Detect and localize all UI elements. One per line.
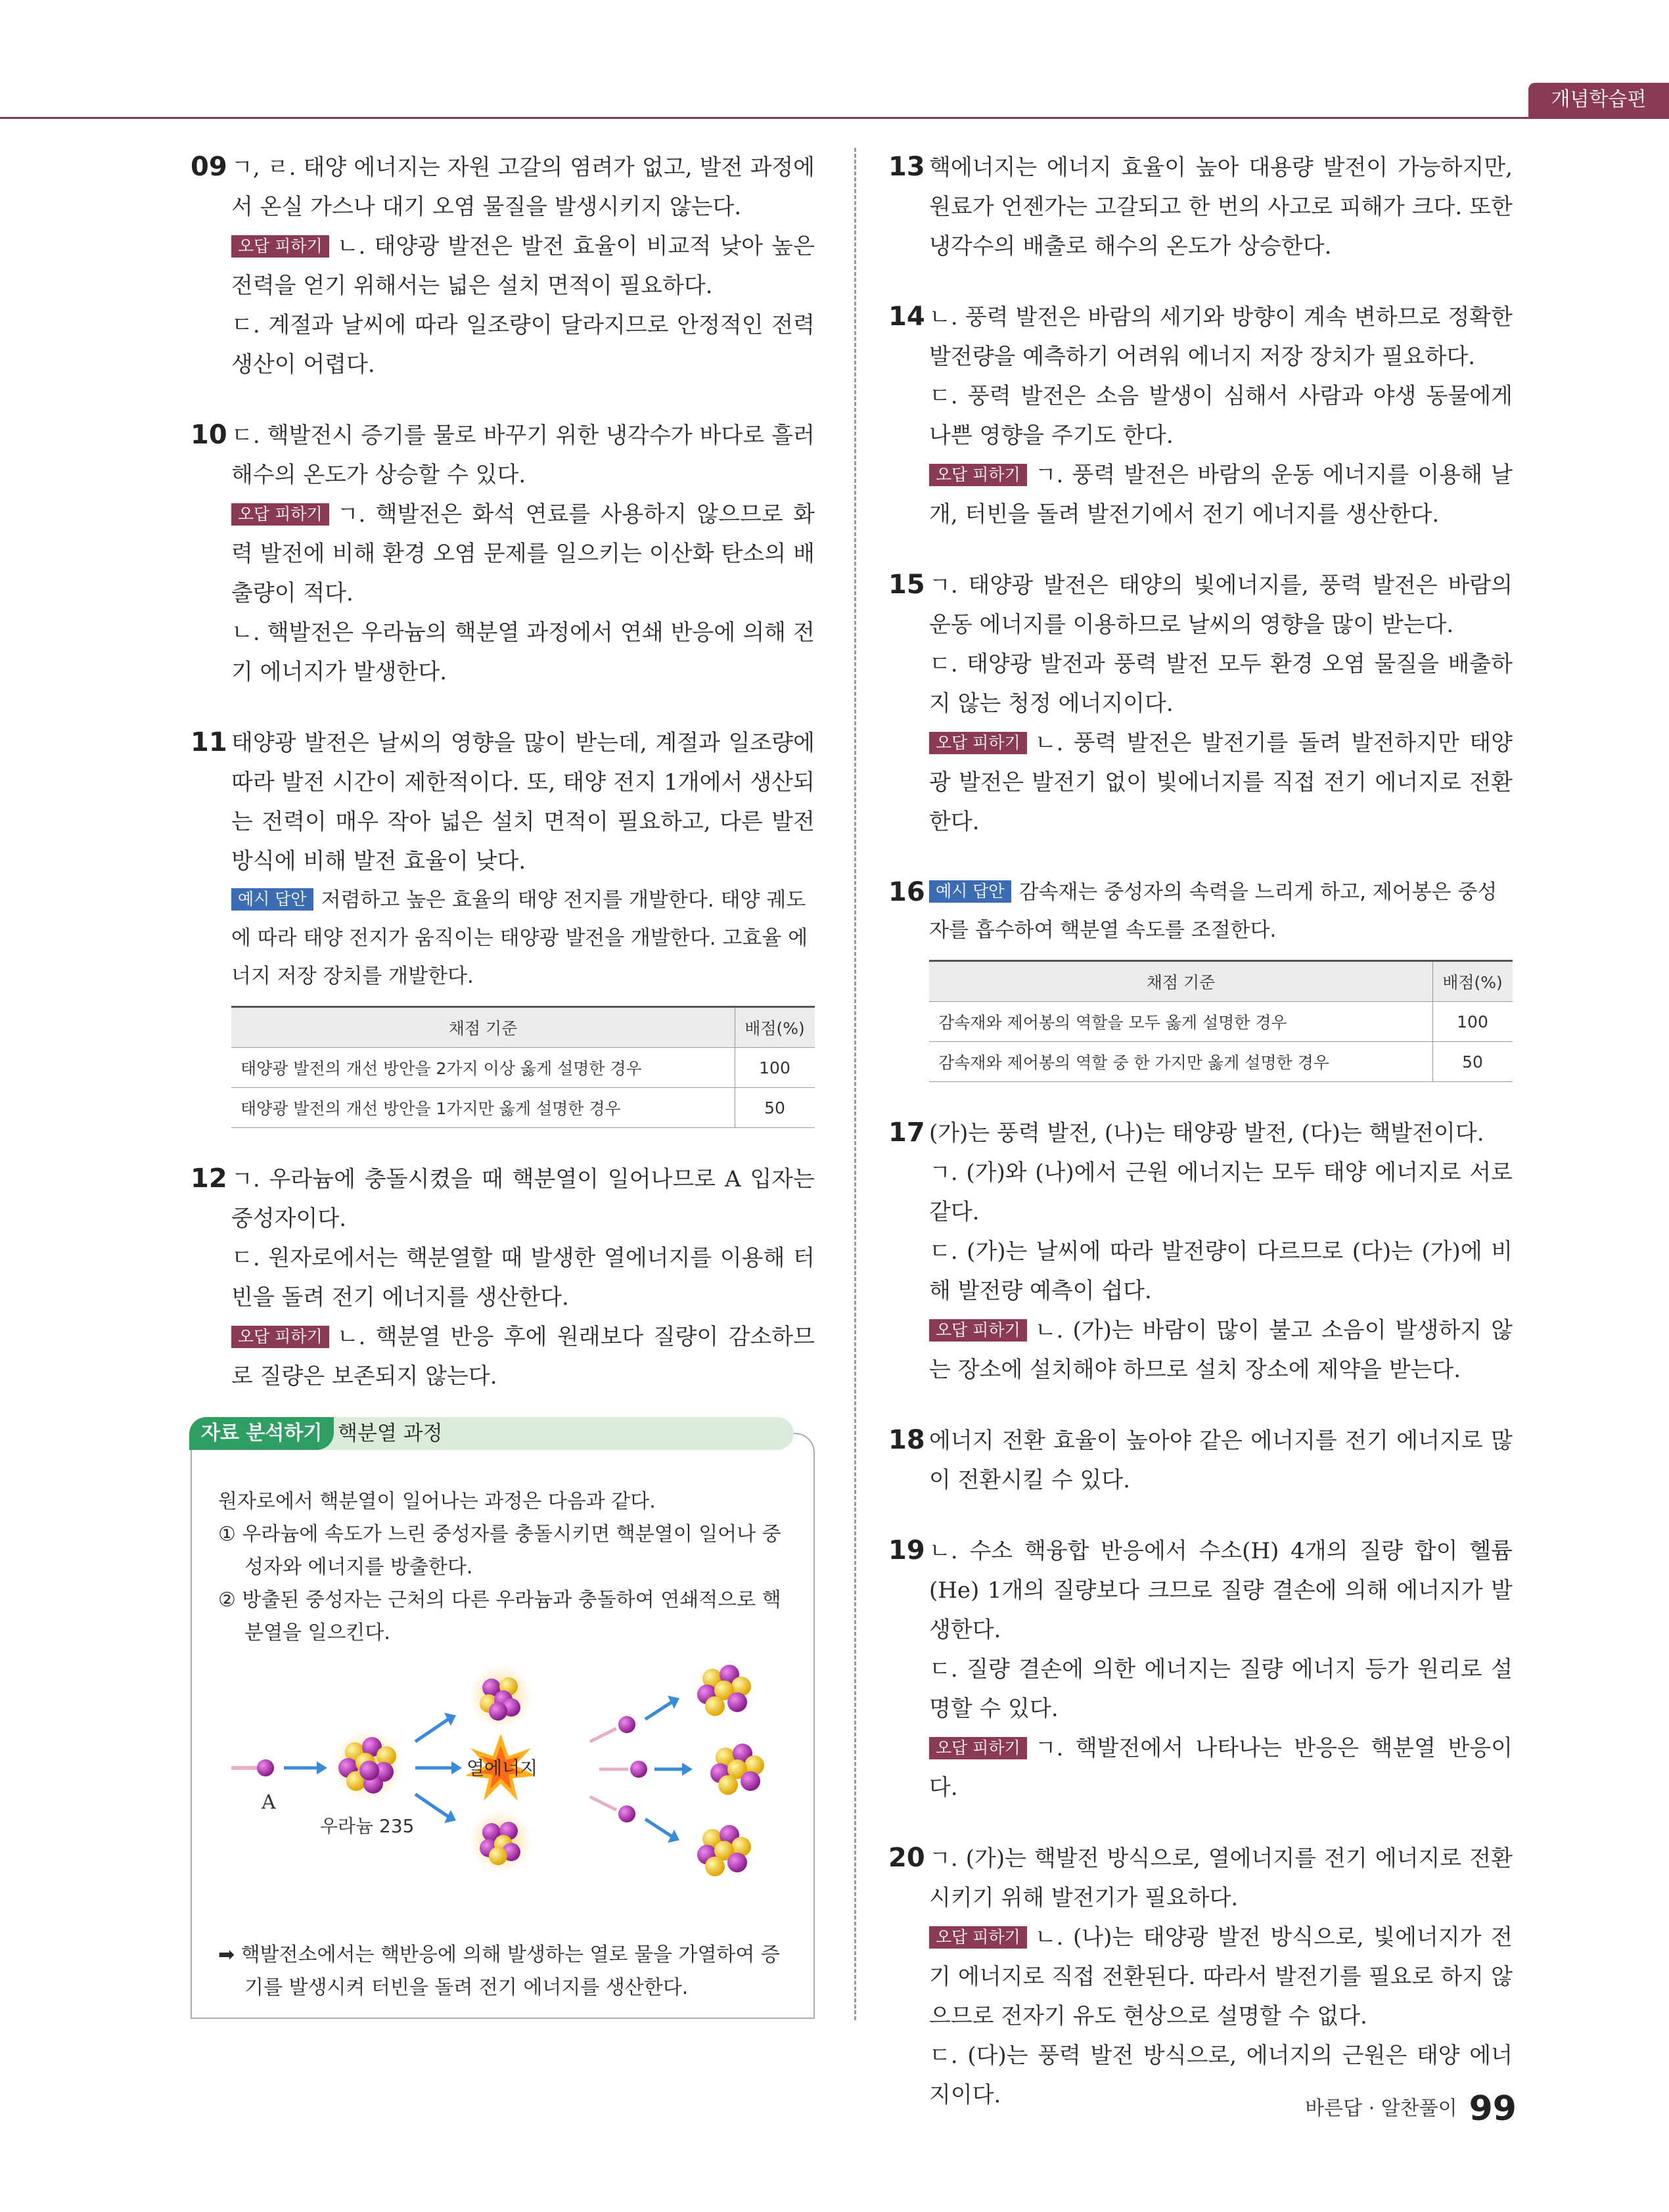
edition-tab: 개념학습편 xyxy=(1528,83,1669,117)
column-divider xyxy=(854,148,856,2020)
avoid-wrong-line xyxy=(231,227,815,305)
criteria-header: 채점 기준 xyxy=(929,961,1433,1002)
answer-line: ㄴ. 수소 핵융합 반응에서 수소(H) 4개의 질량 합이 헬륨(He) 1개의 질량보다 크므로 질량 결손에 의해 에너지가 발생한다. xyxy=(929,1538,1513,1643)
scoring-table xyxy=(929,960,1513,1082)
left-column xyxy=(191,148,815,2019)
example-answer-tag: 예시 답안 xyxy=(929,880,1011,903)
answer-line: ㄷ. (다)는 풍력 발전 방식으로, 에너지의 근원은 태양 에너지이다. xyxy=(929,2043,1513,2108)
page-number: 99 xyxy=(1469,2089,1517,2129)
neutron-label: A xyxy=(262,1791,276,1814)
question-17 xyxy=(888,1114,1513,1389)
analysis-step-1: ① 우라늄에 속도가 느린 중성자를 충돌시키면 핵분열이 일어나 중성자와 에너지를 방출한다. xyxy=(218,1523,781,1579)
answer-text: ㄱ. 풍력 발전은 바람의 운동 에너지를 이용해 날개, 터빈을 돌려 발전기에서 전기 에너지를 생산한다. xyxy=(929,462,1513,528)
question-number: 09 xyxy=(191,152,227,182)
table-header-row xyxy=(929,961,1513,1002)
points-header: 배점(%) xyxy=(1433,961,1513,1002)
table-header-row xyxy=(231,1007,815,1048)
question-number: 15 xyxy=(888,570,925,600)
released-neutron xyxy=(618,1805,635,1822)
answer-line: 핵에너지는 에너지 효율이 높아 대용량 발전이 가능하지만, 원료가 언젠가는 고갈되고 한 번의 사고로 피해가 크다. 또한 냉각수의 배출로 해수의 온도가 상승한다. xyxy=(929,154,1513,260)
example-answer-text: 저렴하고 높은 효율의 태양 전지를 개발한다. 태양 궤도에 따라 태양 전지가 움직이는 태양광 발전을 개발한다. 고효율 에너지 저장 장치를 개발한다. xyxy=(231,888,808,988)
points-cell: 100 xyxy=(735,1048,815,1088)
question-number: 17 xyxy=(888,1117,925,1148)
question-19 xyxy=(888,1531,1513,1807)
table-row xyxy=(929,1042,1513,1082)
fission-diagram-svg xyxy=(218,1656,796,1939)
criteria-cell: 태양광 발전의 개선 방안을 2가지 이상 옳게 설명한 경우 xyxy=(231,1048,735,1088)
neutron-a xyxy=(257,1759,274,1776)
analysis-title: 핵분열 과정 xyxy=(338,1422,443,1445)
avoid-wrong-line xyxy=(929,1918,1513,2036)
uranium-label: 우라늄 235 xyxy=(320,1815,415,1837)
criteria-cell: 태양광 발전의 개선 방안을 1가지만 옳게 설명한 경우 xyxy=(231,1088,735,1128)
avoid-wrong-tag: 오답 피하기 xyxy=(929,1737,1027,1759)
question-number: 12 xyxy=(191,1163,227,1194)
answer-text: ㄱ. 핵발전은 화석 연료를 사용하지 않으므로 화력 발전에 비해 환경 오염 문제를 일으키는 이산화 탄소의 배출량이 적다. xyxy=(231,501,815,606)
answer-line: ㄷ. 질량 결손에 의한 에너지는 질량 에너지 등가 원리로 설명할 수 있다. xyxy=(929,1656,1513,1722)
criteria-cell: 감속재와 제어봉의 역할을 모두 옳게 설명한 경우 xyxy=(929,1002,1433,1042)
avoid-wrong-tag: 오답 피하기 xyxy=(231,503,329,526)
fission-fragment xyxy=(469,1810,532,1873)
avoid-wrong-tag: 오답 피하기 xyxy=(231,235,329,258)
uranium-nucleus xyxy=(697,1825,751,1876)
points-cell: 50 xyxy=(735,1088,815,1128)
question-16 xyxy=(888,873,1513,1082)
analysis-step-2: ② 방출된 중성자는 근처의 다른 우라늄과 충돌하여 연쇄적으로 핵분열을 일으킨다. xyxy=(218,1589,781,1644)
avoid-wrong-tag: 오답 피하기 xyxy=(231,1326,329,1348)
points-cell: 50 xyxy=(1433,1042,1513,1082)
page-footer xyxy=(1305,2089,1517,2129)
question-18 xyxy=(888,1421,1513,1500)
arrow-icon xyxy=(317,1761,327,1774)
example-answer xyxy=(929,873,1513,949)
answer-line: ㄷ. 태양광 발전과 풍력 발전 모두 환경 오염 물질을 배출하지 않는 청정 에너지이다. xyxy=(929,651,1513,717)
question-number: 16 xyxy=(888,877,925,907)
answer-text: ㄴ. (가)는 바람이 많이 불고 소음이 발생하지 않는 장소에 설치해야 하므로 설치 장소에 제약을 받는다. xyxy=(929,1317,1513,1383)
question-14 xyxy=(888,298,1513,534)
answer-text: ㄴ. 태양광 발전은 발전 효율이 비교적 낮아 높은 전력을 얻기 위해서는 넓은 설치 면적이 필요하다. xyxy=(231,233,815,299)
question-number: 13 xyxy=(888,152,925,182)
avoid-wrong-tag: 오답 피하기 xyxy=(929,464,1027,486)
answer-line: ㄱ. (가)와 (나)에서 근원 에너지는 모두 태양 에너지로 서로 같다. xyxy=(929,1160,1513,1225)
answer-line: 태양광 발전은 날씨의 영향을 많이 받는데, 계절과 일조량에 따라 발전 시간이 제한적이다. 또, 태양 전지 1개에서 생산되는 전력이 매우 작아 넓은 설치 면적이 필요하고, 다른 발전 방식에 비해 발전 효율이 낮다. xyxy=(231,730,815,874)
criteria-header: 채점 기준 xyxy=(231,1007,735,1048)
question-number: 11 xyxy=(191,727,227,757)
analysis-header xyxy=(189,1417,794,1450)
released-neutron xyxy=(618,1716,635,1733)
avoid-wrong-tag: 오답 피하기 xyxy=(929,732,1027,754)
question-number: 14 xyxy=(888,302,925,332)
criteria-cell: 감속재와 제어봉의 역할 중 한 가지만 옳게 설명한 경우 xyxy=(929,1042,1433,1082)
question-number: 10 xyxy=(191,420,227,450)
question-number: 18 xyxy=(888,1425,925,1455)
answer-text: ㄴ. 풍력 발전은 발전기를 돌려 발전하지만 태양광 발전은 발전기 없이 빛에너지를 직접 전기 에너지로 전환한다. xyxy=(929,730,1513,835)
avoid-wrong-line xyxy=(929,723,1513,842)
analysis-intro: 원자로에서 핵분열이 일어나는 과정은 다음과 같다. xyxy=(218,1490,656,1513)
avoid-wrong-line xyxy=(929,1728,1513,1807)
answer-line: ㄷ. 계절과 날씨에 따라 일조량이 달라지므로 안정적인 전력 생산이 어렵다. xyxy=(231,312,815,378)
answer-line: ㄴ. 핵발전은 우라늄의 핵분열 과정에서 연쇄 반응에 의해 전기 에너지가 발생한다. xyxy=(231,620,815,685)
arrow-icon xyxy=(682,1763,693,1776)
question-13 xyxy=(888,148,1513,266)
right-column xyxy=(888,148,1513,2146)
fission-fragment xyxy=(469,1665,532,1728)
avoid-wrong-tag: 오답 피하기 xyxy=(929,1926,1027,1949)
data-analysis-box xyxy=(191,1422,815,2019)
scoring-table xyxy=(231,1006,815,1128)
question-number: 20 xyxy=(888,1843,925,1873)
question-number: 19 xyxy=(888,1535,925,1566)
fission-diagram xyxy=(218,1656,794,1939)
answer-line: ㄷ. (가)는 날씨에 따라 발전량이 다르므로 (다)는 (가)에 비해 발전량 예측이 쉽다. xyxy=(929,1238,1513,1304)
answer-line: ㄷ. 원자로에서는 핵분열할 때 발생한 열에너지를 이용해 터빈을 돌려 전기 에너지를 생산한다. xyxy=(231,1245,815,1311)
example-answer xyxy=(231,881,815,995)
answer-text: ㄱ. 핵발전에서 나타나는 반응은 핵분열 반응이다. xyxy=(929,1735,1513,1801)
answer-line: ㄴ. 풍력 발전은 바람의 세기와 방향이 계속 변하므로 정확한 발전량을 예측하기 어려워 에너지 저장 장치가 필요하다. xyxy=(929,304,1513,370)
points-header: 배점(%) xyxy=(735,1007,815,1048)
avoid-wrong-line xyxy=(231,1317,815,1396)
uranium-nucleus xyxy=(697,1665,751,1716)
table-row xyxy=(231,1048,815,1088)
released-neutron xyxy=(630,1761,647,1778)
table-row xyxy=(929,1002,1513,1042)
question-20 xyxy=(888,1839,1513,2115)
avoid-wrong-line xyxy=(929,1311,1513,1389)
footer-book-title: 바른답 · 알찬풀이 xyxy=(1305,2097,1457,2120)
answer-line: ㄱ. 우라늄에 충돌시켰을 때 핵분열이 일어나므로 A 입자는 중성자이다. xyxy=(231,1166,815,1232)
uranium-nucleus xyxy=(332,1730,403,1801)
question-15 xyxy=(888,566,1513,842)
answer-line: ㄷ. 핵발전시 증기를 물로 바꾸기 위한 냉각수가 바다로 흘러 해수의 온도가 상승할 수 있다. xyxy=(231,422,815,488)
example-answer-text: 감속재는 중성자의 속력을 느리게 하고, 제어봉은 중성자를 흡수하여 핵분열 속도를 조절한다. xyxy=(929,880,1498,942)
answer-line: ㄷ. 풍력 발전은 소음 발생이 심해서 사람과 야생 동물에게 나쁜 영향을 주기도 한다. xyxy=(929,383,1513,449)
arrow-icon xyxy=(451,1761,462,1774)
table-row xyxy=(231,1088,815,1128)
answer-text: ㄴ. 핵분열 반응 후에 원래보다 질량이 감소하므로 질량은 보존되지 않는다. xyxy=(231,1324,815,1389)
analysis-conclusion: ➡ 핵발전소에서는 핵반응에 의해 발생하는 열로 물을 가열하여 증기를 발생시켜 터빈을 돌려 전기 에너지를 생산한다. xyxy=(218,1943,780,1999)
question-10 xyxy=(191,416,815,692)
answer-line: (가)는 풍력 발전, (나)는 태양광 발전, (다)는 핵발전이다. xyxy=(929,1120,1484,1146)
answer-line: ㄱ, ㄹ. 태양 에너지는 자원 고갈의 염려가 없고, 발전 과정에서 온실 가스나 대기 오염 물질을 발생시키지 않는다. xyxy=(231,154,815,220)
header-rule xyxy=(0,117,1669,119)
avoid-wrong-line xyxy=(231,495,815,613)
heat-energy-label: 열에너지 xyxy=(467,1757,538,1779)
avoid-wrong-tag: 오답 피하기 xyxy=(929,1319,1027,1342)
question-11 xyxy=(191,723,815,1128)
answer-line: ㄱ. (가)는 핵발전 방식으로, 열에너지를 전기 에너지로 전환시키기 위해 발전기가 필요하다. xyxy=(929,1845,1513,1911)
question-09 xyxy=(191,148,815,384)
analysis-label: 자료 분석하기 xyxy=(189,1417,334,1450)
uranium-nucleus xyxy=(710,1744,764,1795)
avoid-wrong-line xyxy=(929,455,1513,534)
answer-line: 에너지 전환 효율이 높아야 같은 에너지를 전기 에너지로 많이 전환시킬 수 있다. xyxy=(929,1428,1513,1493)
question-12 xyxy=(191,1160,815,1396)
answer-text: ㄴ. (나)는 태양광 발전 방식으로, 빛에너지가 전기 에너지로 직접 전환된다. 따라서 발전기를 필요로 하지 않으므로 전자기 유도 현상으로 설명할 수 없다. xyxy=(929,1924,1513,2029)
answer-line: ㄱ. 태양광 발전은 태양의 빛에너지를, 풍력 발전은 바람의 운동 에너지를 이용하므로 날씨의 영향을 많이 받는다. xyxy=(929,572,1513,638)
example-answer-tag: 예시 답안 xyxy=(231,888,313,911)
points-cell: 100 xyxy=(1433,1002,1513,1042)
